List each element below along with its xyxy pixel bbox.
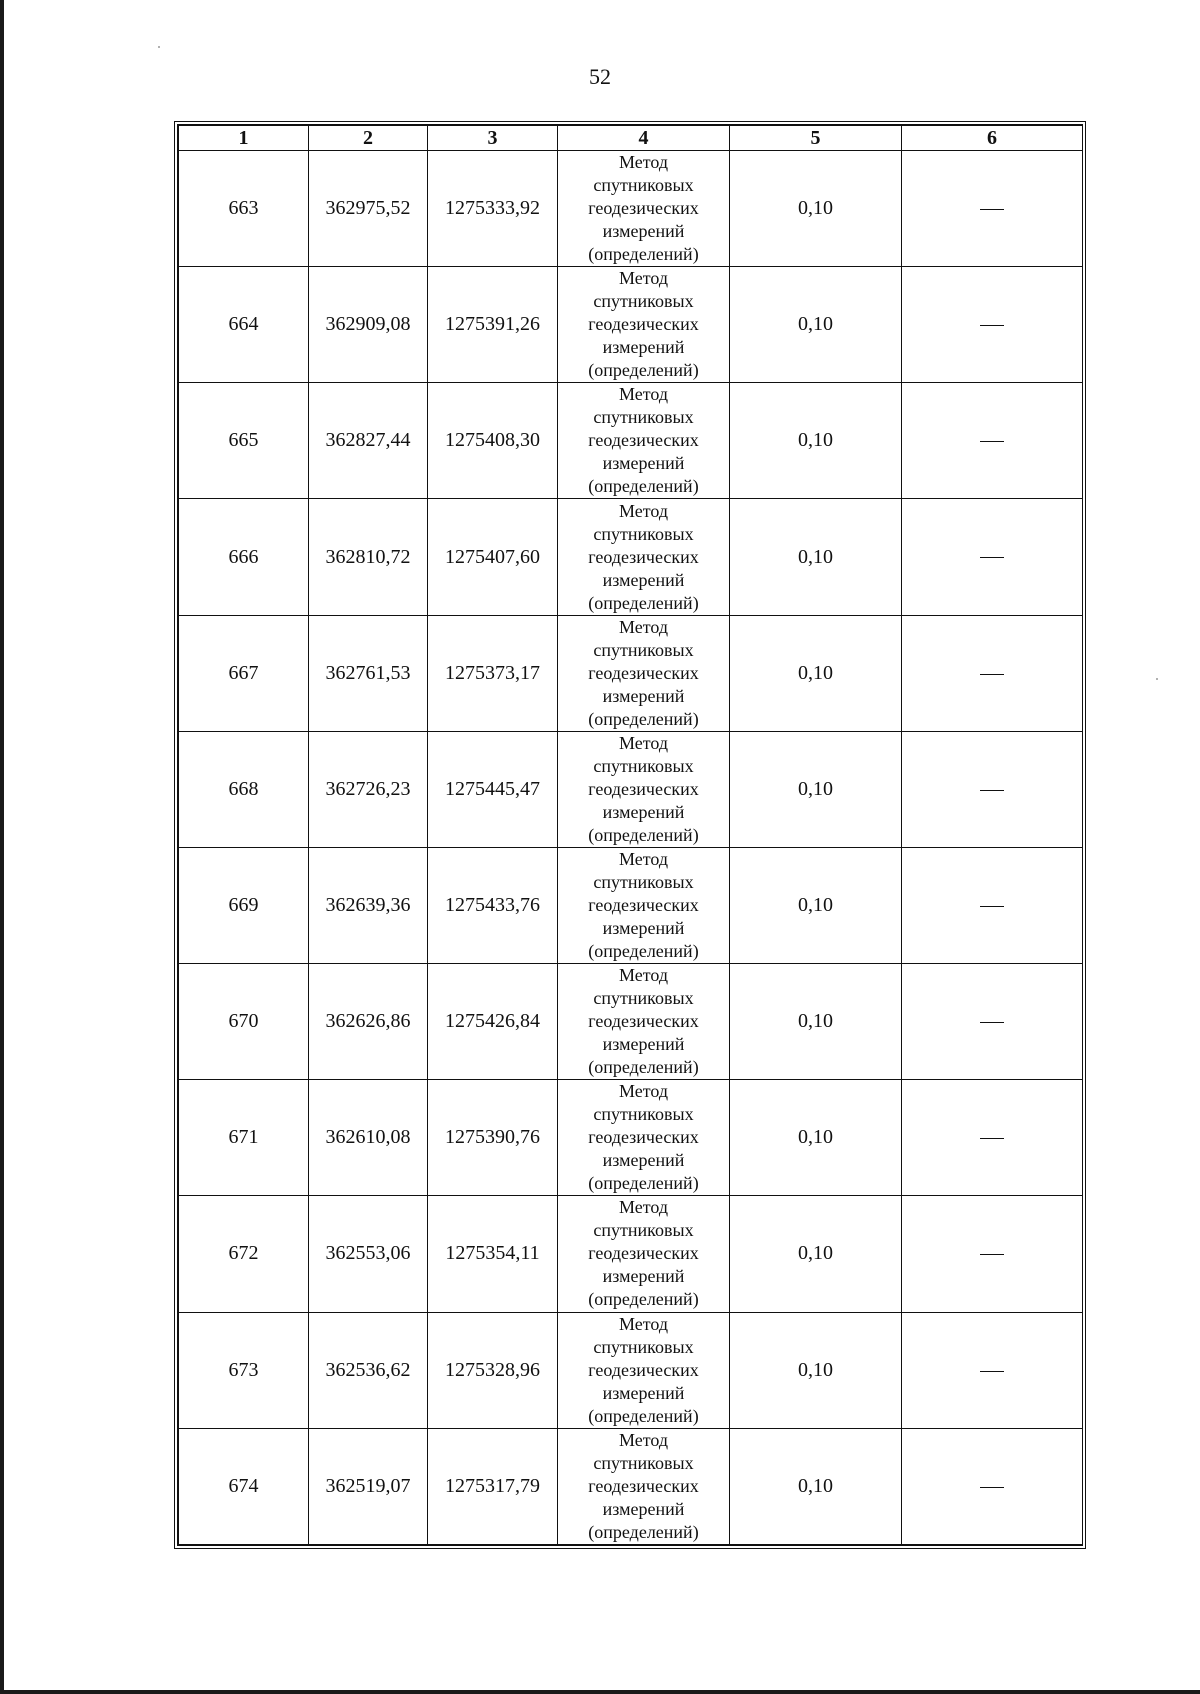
method-line: (определений): [588, 708, 699, 729]
method-line: спутниковых: [593, 1336, 694, 1357]
method-line: спутниковых: [593, 988, 694, 1009]
dash-mark: [980, 1138, 1004, 1139]
method-line: геодезических: [588, 314, 699, 335]
method-line: спутниковых: [593, 755, 694, 776]
dash-mark: [980, 790, 1004, 791]
coordinate-x-cell: 362726,23: [309, 731, 428, 847]
coordinate-x-cell: 362810,72: [309, 499, 428, 615]
method-line: спутниковых: [593, 175, 694, 196]
method-cell: [558, 383, 730, 499]
table-row: [179, 267, 1083, 383]
accuracy-cell: 0,10: [730, 1080, 902, 1196]
method-cell: [558, 964, 730, 1080]
method-line: (определений): [588, 360, 699, 381]
table-row: [179, 151, 1083, 267]
method-line: измерений: [602, 337, 685, 358]
method-line: спутниковых: [593, 1452, 694, 1473]
method-line: Метод: [618, 1313, 669, 1334]
method-line: Метод: [618, 849, 669, 870]
accuracy-cell: 0,10: [730, 151, 902, 267]
method-line: измерений: [602, 1266, 685, 1287]
extra-cell: [902, 1196, 1083, 1312]
method-line: спутниковых: [593, 1220, 694, 1241]
table-row: [179, 1312, 1083, 1428]
method-cell: [558, 731, 730, 847]
accuracy-cell: 0,10: [730, 499, 902, 615]
method-cell: [558, 615, 730, 731]
method-line: Метод: [618, 384, 669, 405]
method-line: спутниковых: [593, 523, 694, 544]
method-line: геодезических: [588, 1359, 699, 1380]
table-row: [179, 1196, 1083, 1312]
method-line: геодезических: [588, 1475, 699, 1496]
dash-mark: [980, 441, 1004, 442]
method-cell: [558, 1312, 730, 1428]
point-number-cell: 669: [179, 847, 309, 963]
method-line: геодезических: [588, 1011, 699, 1032]
coordinate-x-cell: 362827,44: [309, 383, 428, 499]
method-line: Метод: [618, 152, 669, 173]
method-line: геодезических: [588, 662, 699, 683]
method-line: спутниковых: [593, 639, 694, 660]
method-cell: [558, 1196, 730, 1312]
method-line: (определений): [588, 941, 699, 962]
column-header-6: 6: [902, 126, 1083, 151]
method-line: геодезических: [588, 778, 699, 799]
accuracy-cell: 0,10: [730, 615, 902, 731]
method-line: измерений: [602, 918, 685, 939]
point-number-cell: 665: [179, 383, 309, 499]
scan-speck: [158, 46, 160, 48]
method-line: измерений: [602, 221, 685, 242]
column-header-3: 3: [428, 126, 558, 151]
accuracy-cell: 0,10: [730, 1196, 902, 1312]
coordinate-x-cell: 362909,08: [309, 267, 428, 383]
method-line: Метод: [618, 616, 669, 637]
method-line: (определений): [588, 1173, 699, 1194]
coordinate-x-cell: 362626,86: [309, 964, 428, 1080]
method-cell: [558, 1428, 730, 1544]
table-row: [179, 383, 1083, 499]
accuracy-cell: 0,10: [730, 1428, 902, 1544]
method-line: геодезических: [588, 1243, 699, 1264]
extra-cell: [902, 964, 1083, 1080]
method-line: (определений): [588, 1057, 699, 1078]
method-line: (определений): [588, 1521, 699, 1542]
point-number-cell: 672: [179, 1196, 309, 1312]
point-number-cell: 673: [179, 1312, 309, 1428]
extra-cell: [902, 151, 1083, 267]
dash-mark: [980, 1022, 1004, 1023]
table-row: [179, 964, 1083, 1080]
accuracy-cell: 0,10: [730, 1312, 902, 1428]
extra-cell: [902, 267, 1083, 383]
method-line: Метод: [618, 268, 669, 289]
method-line: геодезических: [588, 198, 699, 219]
accuracy-cell: 0,10: [730, 964, 902, 1080]
dash-mark: [980, 557, 1004, 558]
extra-cell: [902, 383, 1083, 499]
method-line: измерений: [602, 801, 685, 822]
method-line: (определений): [588, 824, 699, 845]
extra-cell: [902, 1312, 1083, 1428]
method-line: измерений: [602, 685, 685, 706]
method-line: (определений): [588, 1405, 699, 1426]
coordinate-y-cell: 1275373,17: [428, 615, 558, 731]
accuracy-cell: 0,10: [730, 267, 902, 383]
coordinates-table: [178, 125, 1083, 1545]
coordinate-x-cell: 362639,36: [309, 847, 428, 963]
table-row: [179, 731, 1083, 847]
method-line: спутниковых: [593, 1104, 694, 1125]
column-header-1: 1: [179, 126, 309, 151]
method-line: спутниковых: [593, 872, 694, 893]
coordinates-table-frame: [174, 121, 1086, 1549]
method-line: измерений: [602, 1498, 685, 1519]
table-row: [179, 1428, 1083, 1544]
point-number-cell: 667: [179, 615, 309, 731]
dash-mark: [980, 1371, 1004, 1372]
table-row: [179, 499, 1083, 615]
coordinate-y-cell: 1275445,47: [428, 731, 558, 847]
method-line: (определений): [588, 476, 699, 497]
method-line: измерений: [602, 1034, 685, 1055]
point-number-cell: 663: [179, 151, 309, 267]
point-number-cell: 668: [179, 731, 309, 847]
extra-cell: [902, 499, 1083, 615]
dash-mark: [980, 325, 1004, 326]
method-line: (определений): [588, 1289, 699, 1310]
method-line: спутниковых: [593, 407, 694, 428]
method-cell: [558, 1080, 730, 1196]
coordinate-y-cell: 1275426,84: [428, 964, 558, 1080]
coordinate-y-cell: 1275333,92: [428, 151, 558, 267]
table-row: [179, 615, 1083, 731]
column-header-5: 5: [730, 126, 902, 151]
method-cell: [558, 267, 730, 383]
coordinate-y-cell: 1275391,26: [428, 267, 558, 383]
method-line: спутниковых: [593, 291, 694, 312]
method-cell: [558, 499, 730, 615]
method-line: геодезических: [588, 895, 699, 916]
table-header-row: [179, 126, 1083, 151]
method-line: измерений: [602, 453, 685, 474]
method-line: Метод: [618, 1081, 669, 1102]
dash-mark: [980, 906, 1004, 907]
coordinate-x-cell: 362553,06: [309, 1196, 428, 1312]
extra-cell: [902, 847, 1083, 963]
scan-speck: [1156, 678, 1158, 680]
method-cell: [558, 151, 730, 267]
method-line: Метод: [618, 965, 669, 986]
extra-cell: [902, 615, 1083, 731]
table-row: [179, 847, 1083, 963]
method-line: измерений: [602, 569, 685, 590]
accuracy-cell: 0,10: [730, 731, 902, 847]
point-number-cell: 671: [179, 1080, 309, 1196]
method-line: (определений): [588, 592, 699, 613]
method-line: измерений: [602, 1382, 685, 1403]
coordinate-y-cell: 1275317,79: [428, 1428, 558, 1544]
scan-border-left: [0, 0, 4, 1694]
extra-cell: [902, 731, 1083, 847]
coordinate-y-cell: 1275433,76: [428, 847, 558, 963]
dash-mark: [980, 1254, 1004, 1255]
method-line: геодезических: [588, 1127, 699, 1148]
coordinate-y-cell: 1275390,76: [428, 1080, 558, 1196]
accuracy-cell: 0,10: [730, 847, 902, 963]
point-number-cell: 664: [179, 267, 309, 383]
coordinate-x-cell: 362519,07: [309, 1428, 428, 1544]
extra-cell: [902, 1080, 1083, 1196]
coordinate-x-cell: 362610,08: [309, 1080, 428, 1196]
scan-border-bottom: [0, 1690, 1200, 1694]
dash-mark: [980, 1487, 1004, 1488]
method-line: Метод: [618, 500, 669, 521]
column-header-4: 4: [558, 126, 730, 151]
point-number-cell: 674: [179, 1428, 309, 1544]
table-row: [179, 1080, 1083, 1196]
coordinate-y-cell: 1275407,60: [428, 499, 558, 615]
point-number-cell: 666: [179, 499, 309, 615]
dash-mark: [980, 209, 1004, 210]
extra-cell: [902, 1428, 1083, 1544]
coordinate-x-cell: 362761,53: [309, 615, 428, 731]
page-number: 52: [589, 64, 611, 89]
method-line: Метод: [618, 732, 669, 753]
table-body: [179, 151, 1083, 1545]
accuracy-cell: 0,10: [730, 383, 902, 499]
method-line: геодезических: [588, 430, 699, 451]
coordinate-x-cell: 362975,52: [309, 151, 428, 267]
coordinate-y-cell: 1275408,30: [428, 383, 558, 499]
method-line: геодезических: [588, 546, 699, 567]
coordinate-y-cell: 1275328,96: [428, 1312, 558, 1428]
method-line: Метод: [618, 1197, 669, 1218]
method-line: измерений: [602, 1150, 685, 1171]
point-number-cell: 670: [179, 964, 309, 1080]
column-header-2: 2: [309, 126, 428, 151]
method-line: Метод: [618, 1429, 669, 1450]
coordinate-x-cell: 362536,62: [309, 1312, 428, 1428]
coordinate-y-cell: 1275354,11: [428, 1196, 558, 1312]
dash-mark: [980, 674, 1004, 675]
method-cell: [558, 847, 730, 963]
method-line: (определений): [588, 244, 699, 265]
